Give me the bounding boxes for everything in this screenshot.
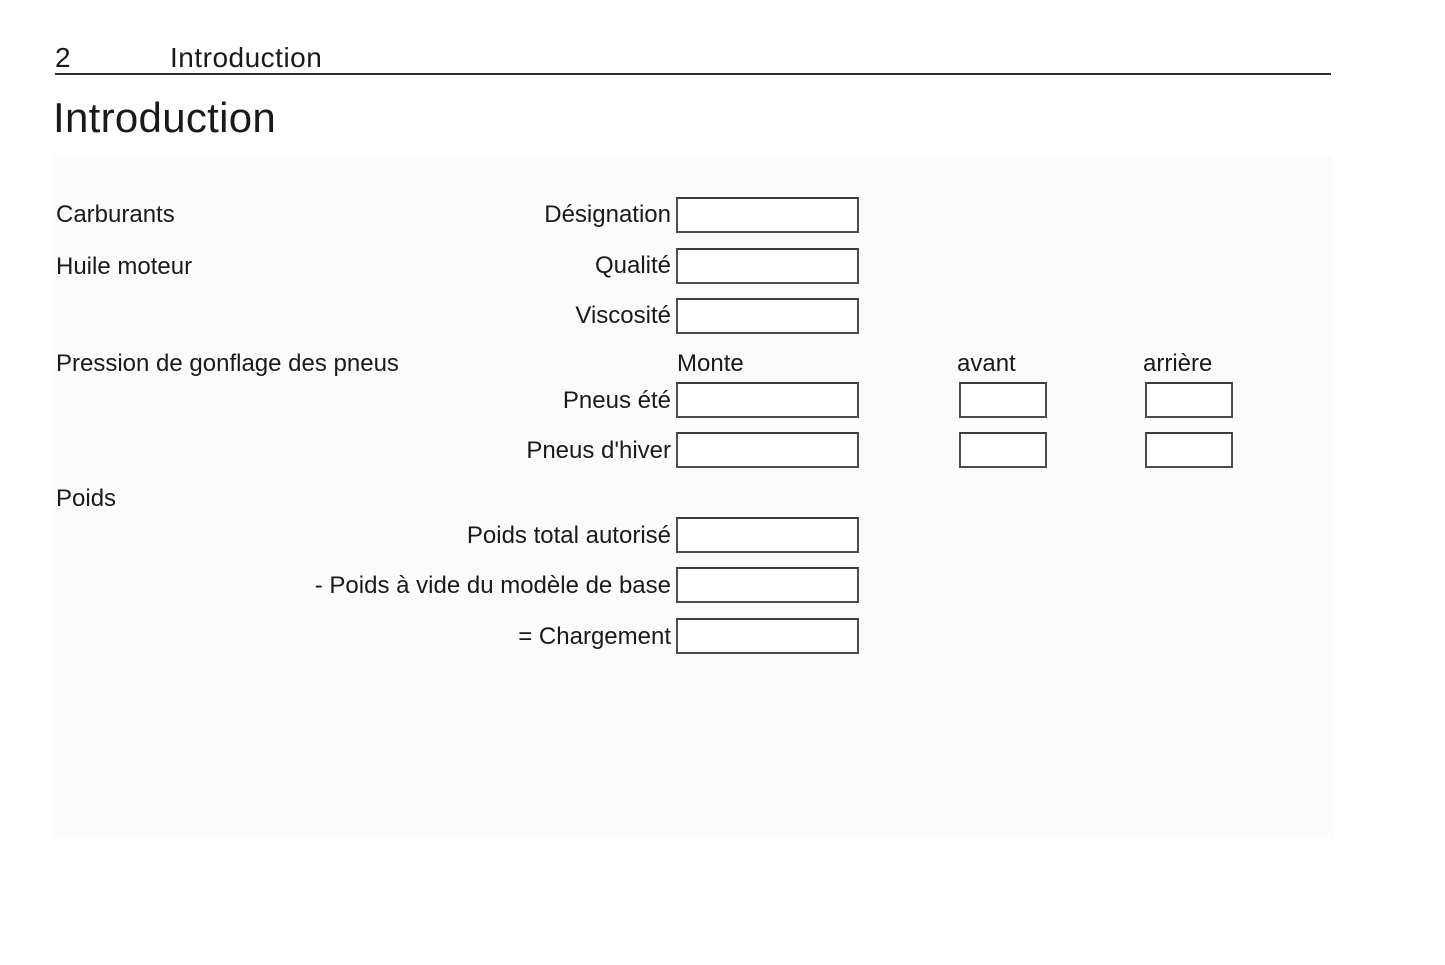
base-curb-weight-input-box[interactable] [676,567,859,603]
section-label-weights: Poids [56,485,117,512]
winter-tires-fitment-box[interactable] [676,432,859,468]
viscosity-label: Viscosité [575,302,671,329]
designation-label: Désignation [544,201,671,228]
section-label-engine-oil: Huile moteur [56,253,193,280]
designation-input-box[interactable] [676,197,859,233]
column-header-fitment: Monte [677,350,744,377]
winter-tires-front-box[interactable] [959,432,1047,468]
winter-tires-rear-box[interactable] [1145,432,1233,468]
page-title: Introduction [53,94,277,141]
column-header-front: avant [957,350,1016,377]
header-rule [55,73,1331,75]
gross-weight-input-box[interactable] [676,517,859,553]
section-label-fuels: Carburants [56,201,175,228]
base-curb-weight-label: - Poids à vide du modèle de base [314,572,671,599]
summer-tires-fitment-box[interactable] [676,382,859,418]
summer-tires-front-box[interactable] [959,382,1047,418]
viscosity-input-box[interactable] [676,298,859,334]
summer-tires-rear-box[interactable] [1145,382,1233,418]
payload-label: = Chargement [518,623,671,650]
page-number: 2 [55,42,72,73]
chapter-title: Introduction [170,42,323,73]
summer-tires-label: Pneus été [562,387,671,414]
winter-tires-label: Pneus d'hiver [526,437,671,464]
column-header-rear: arrière [1143,350,1213,377]
section-label-tire-pressure: Pression de gonflage des pneus [56,350,399,377]
quality-label: Qualité [594,252,671,279]
payload-input-box[interactable] [676,618,859,654]
quality-input-box[interactable] [676,248,859,284]
gross-weight-label: Poids total autorisé [466,522,671,549]
